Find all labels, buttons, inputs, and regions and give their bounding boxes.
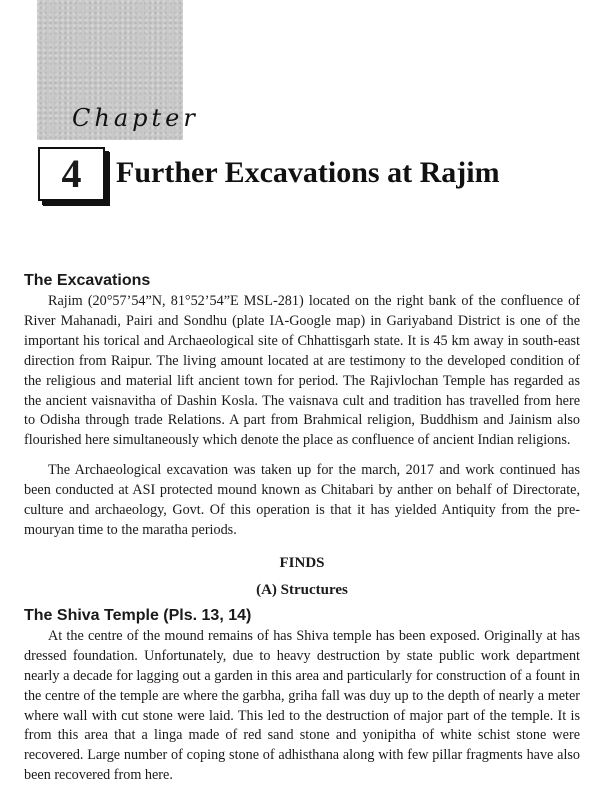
section-heading-excavations: The Excavations: [24, 272, 151, 289]
finds-heading: FINDS: [279, 554, 325, 571]
chapter-number: 4: [38, 147, 105, 201]
chapter-title: Further Excavations at Rajim: [116, 156, 500, 189]
paragraph-1: Rajim (20°57’54”N, 81°52’54”E MSL-281) located on the right bank of the confluence of River Mahanadi, Pairi and Sondhu (plate IA-Google map) in Gariyaband District is one of the important his torical and Archaeological site of Chhattisgarh state. It is 45 km away in south-east direction from Raipur. The living amount located at are testimony to the developed condition of the religious and material lift ancient town for period. The Rajivlochan Temple has regarded as the ancient vaisnavitha of Dashin Kosla. The vaisnava cult and tradition has travelled from here to Odisha through trade Relations. A part from Brahmical religion, Buddhism and Jainism also flourished here simultaneously which denote the place as confluence of ancient Indian religions.: [24, 293, 580, 449]
paragraph-2: The Archaeological excavation was taken up for the march, 2017 and work continued has been conducted at ASI protected mound known as Chitabari by anther on behalf of Directorate, culture and archaeology, Govt. Of this operation is that it has yielded Antiquity from the pre-mouryan time to the maratha periods.: [24, 462, 580, 538]
chapter-label: Chapter: [72, 104, 199, 132]
structures-heading: (A) Structures: [256, 581, 348, 598]
paragraph-3: At the centre of the mound remains of has Shiva temple has been exposed. Originally at has dressed foundation. Unfortunately, due to heavy destruction by state public work department nearly a decade for lagging out a garden in this area and particularly for construction of a fount in the centre of the temple are where the garbha, griha fall was duy up to the depth of nearly a meter where wall with cut stone were laid. This led to the destruction of major part of the temple. It is from this area that a linga made of red sand stone and yonipitha of white schist stone were recovered. Large number of coping stone of adhisthana along with few pillar fragments have also been recovered from here.: [24, 627, 580, 784]
section-heading-shiva-temple: The Shiva Temple (Pls. 13, 14): [24, 606, 252, 624]
page-content: [24, 272, 580, 786]
